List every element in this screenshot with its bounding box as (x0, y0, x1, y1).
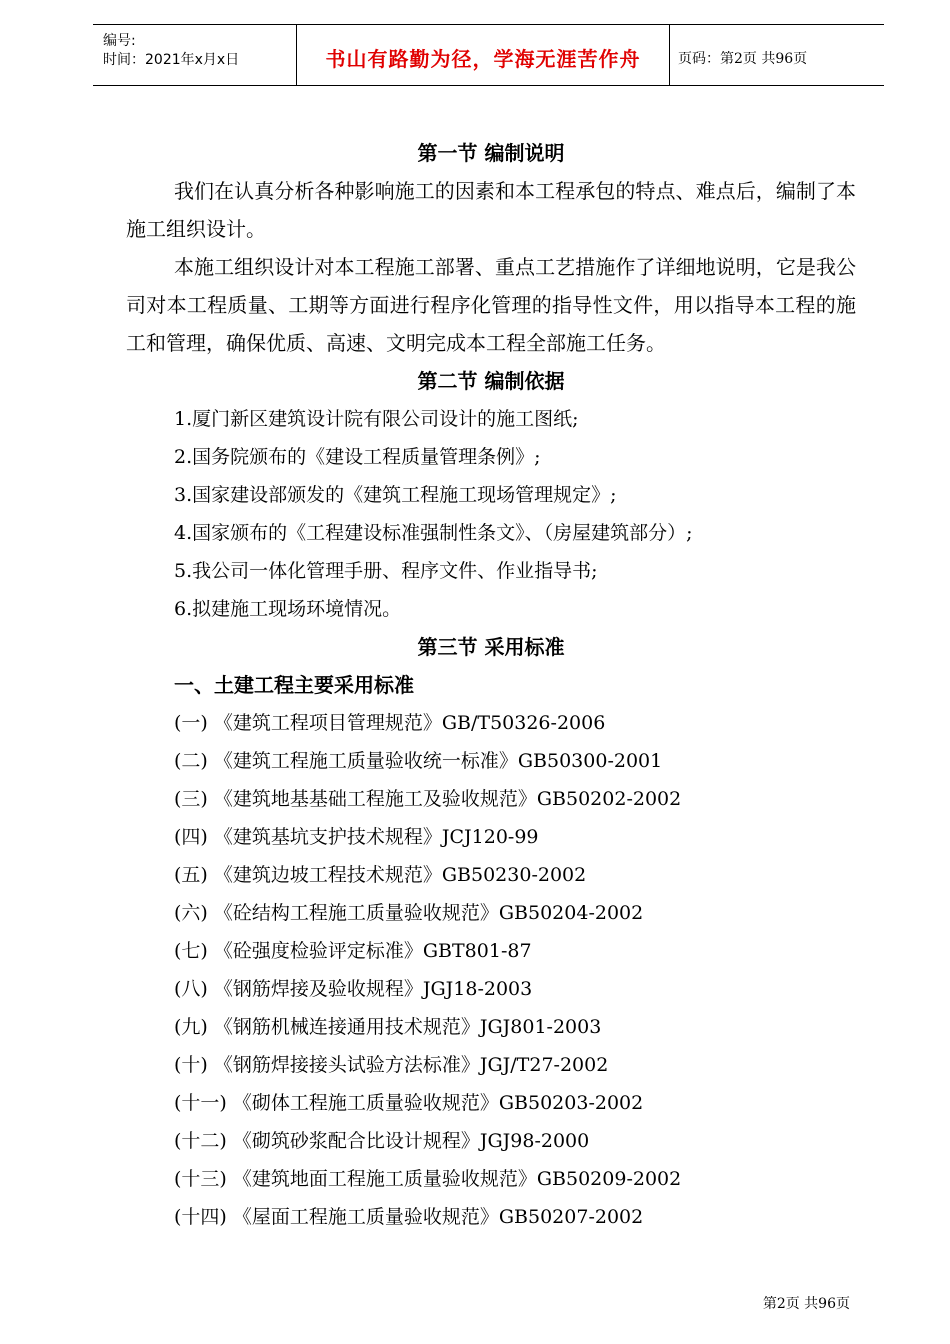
basis-item: 5.我公司一体化管理手册、程序文件、作业指导书; (174, 560, 598, 582)
standard-item: (五) 《建筑边坡工程技术规范》GB50230-2002 (174, 864, 587, 886)
basis-item: 1.厦门新区建筑设计院有限公司设计的施工图纸; (174, 408, 579, 430)
standard-item: (一) 《建筑工程项目管理规范》GB/T50326-2006 (174, 712, 606, 734)
standard-item: (十四) 《屋面工程施工质量验收规范》GB50207-2002 (174, 1206, 644, 1228)
standard-item: (十) 《钢筋焊接接头试验方法标准》JGJ/T27-2002 (174, 1054, 609, 1076)
standard-item: (二) 《建筑工程施工质量验收统一标准》GB50300-2001 (174, 750, 663, 772)
standard-item: (九) 《钢筋机械连接通用技术规范》JGJ801-2003 (174, 1016, 602, 1038)
section-1-paragraph-1: 我们在认真分析各种影响施工的因素和本工程承包的特点、难点后，编制了本施工组织设计。 (126, 179, 856, 241)
document-number-label: 编号: (103, 33, 136, 49)
header-info-cell (93, 25, 297, 85)
standard-item: (三) 《建筑地基基础工程施工及验收规范》GB50202-2002 (174, 788, 682, 810)
basis-item: 2.国务院颁布的《建设工程质量管理条例》; (174, 446, 541, 468)
section-1-title: 第一节 编制说明 (417, 141, 565, 165)
document-body (126, 134, 856, 1236)
standard-item: (四) 《建筑基坑支护技术规程》JCJ120-99 (174, 826, 539, 848)
standard-item: (七) 《砼强度检验评定标准》GBT801-87 (174, 940, 532, 962)
standard-item: (八) 《钢筋焊接及验收规程》JGJ18-2003 (174, 978, 533, 1000)
header-page-cell (670, 25, 884, 85)
header-motto: 书山有路勤为径，学海无涯苦作舟 (325, 47, 641, 71)
header-page-number: 页码：第2页 共96页 (678, 51, 808, 67)
section-1-paragraph-2: 本施工组织设计对本工程施工部署、重点工艺措施作了详细地说明，它是我公司对本工程质量、工期等方面进行程序化管理的指导性文件，用以指导本工程的施工和管理，确保优质、高速、文明完成本工程全部施工任务。 (126, 255, 856, 355)
page-footer-number: 第2页 共96页 (762, 1296, 850, 1312)
standard-item: (十三) 《建筑地面工程施工质量验收规范》GB50209-2002 (174, 1168, 682, 1190)
basis-item: 4.国家颁布的《工程建设标准强制性条文》、（房屋建筑部分）; (174, 522, 693, 544)
header-motto-cell (297, 25, 670, 85)
basis-item: 6.拟建施工现场环境情况。 (174, 598, 402, 620)
section-2-title: 第二节 编制依据 (417, 369, 565, 393)
page-header (93, 24, 884, 86)
section-3-title: 第三节 采用标准 (417, 635, 565, 659)
standard-item: (十一) 《砌体工程施工质量验收规范》GB50203-2002 (174, 1092, 644, 1114)
standard-item: (十二) 《砌筑砂浆配合比设计规程》JGJ98-2000 (174, 1130, 590, 1152)
basis-item: 3.国家建设部颁发的《建筑工程施工现场管理规定》; (174, 484, 617, 506)
section-3-subtitle: 一、土建工程主要采用标准 (174, 673, 414, 697)
document-time-label: 时间：2021年x月x日 (103, 52, 240, 68)
standard-item: (六) 《砼结构工程施工质量验收规范》GB50204-2002 (174, 902, 644, 924)
